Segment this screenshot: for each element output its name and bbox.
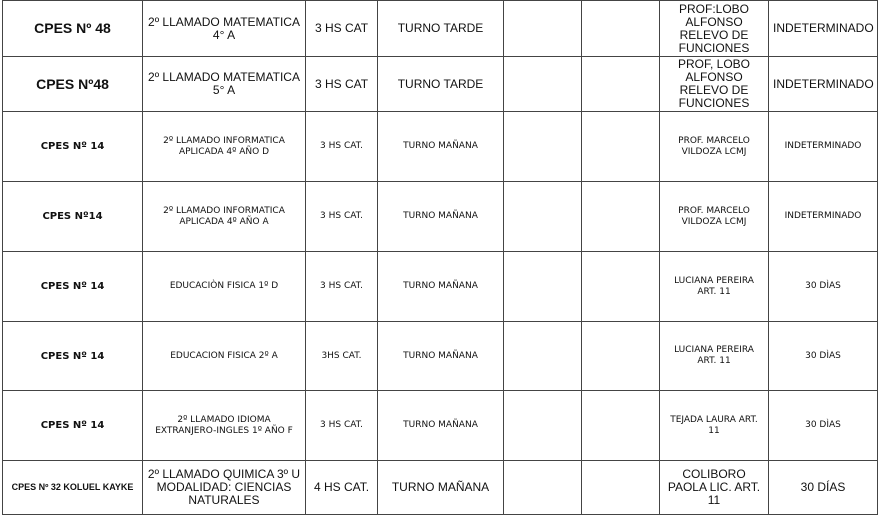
school-cell: CPES Nº 48 [3,1,143,57]
teacher-cell: PROF. MARCELO VILDOZA LCMJ [660,112,769,182]
shift-cell: TURNO TARDE [378,1,504,57]
empty-cell [582,252,660,322]
empty-cell [504,391,582,461]
subject-cell: 2º LLAMADO INFORMATICA APLICADA 4º AÑO A [143,182,306,252]
duration-cell: INDETERMINADO [769,112,878,182]
teacher-cell: PROF, LOBO ALFONSO RELEVO DE FUNCIONES [660,57,769,112]
empty-cell [582,391,660,461]
hours-cell: 3 HS CAT [306,1,378,57]
school-cell: CPES Nº 14 [3,252,143,322]
school-cell: CPES Nº48 [3,57,143,112]
subject-cell: EDUCACIÒN FISICA 1º D [143,252,306,322]
empty-cell [504,112,582,182]
duration-cell: INDETERMINADO [769,57,878,112]
school-cell: CPES Nº 32 KOLUEL KAYKE [3,461,143,515]
empty-cell [504,57,582,112]
subject-cell: 2º LLAMADO MATEMATICA 4° A [143,1,306,57]
duration-cell: 30 DÌAS [769,322,878,391]
shift-cell: TURNO MAÑANA [378,322,504,391]
shift-cell: TURNO TARDE [378,57,504,112]
subject-cell: 2º LLAMADO MATEMATICA 5° A [143,57,306,112]
duration-cell: 30 DÍAS [769,461,878,515]
school-cell: CPES Nº 14 [3,322,143,391]
duration-cell: 30 DÌAS [769,252,878,322]
school-cell: CPES Nº14 [3,182,143,252]
hours-cell: 3 HS CAT. [306,252,378,322]
shift-cell: TURNO MAÑANA [378,182,504,252]
subject-cell: 2º LLAMADO IDIOMA EXTRANJERO-INGLES 1º AÑO F [143,391,306,461]
table-row [3,322,878,391]
empty-cell [582,182,660,252]
subject-cell: 2º LLAMADO INFORMATICA APLICADA 4º AÑO D [143,112,306,182]
table-row [3,112,878,182]
empty-cell [582,112,660,182]
empty-cell [504,182,582,252]
table-row [3,252,878,322]
shift-cell: TURNO MAÑANA [378,391,504,461]
table-row [3,1,878,57]
hours-cell: 3 HS CAT. [306,391,378,461]
empty-cell [582,57,660,112]
shift-cell: TURNO MAÑANA [378,252,504,322]
school-cell: CPES Nº 14 [3,112,143,182]
empty-cell [504,322,582,391]
shift-cell: TURNO MAÑANA [378,461,504,515]
duration-cell: INDETERMINADO [769,182,878,252]
teacher-cell: PROF:LOBO ALFONSO RELEVO DE FUNCIONES [660,1,769,57]
subject-cell: 2º LLAMADO QUIMICA 3º U MODALIDAD: CIENCIAS NATURALES [143,461,306,515]
table-row [3,182,878,252]
hours-cell: 3 HS CAT. [306,182,378,252]
hours-cell: 4 HS CAT. [306,461,378,515]
empty-cell [504,461,582,515]
table-row [3,57,878,112]
shift-cell: TURNO MAÑANA [378,112,504,182]
empty-cell [582,322,660,391]
teacher-cell: LUCIANA PEREIRA ART. 11 [660,322,769,391]
school-cell: CPES Nº 14 [3,391,143,461]
table-row [3,461,878,515]
teacher-cell: COLIBORO PAOLA LIC. ART. 11 [660,461,769,515]
teacher-cell: LUCIANA PEREIRA ART. 11 [660,252,769,322]
table-row [3,391,878,461]
teacher-cell: TEJADA LAURA ART. 11 [660,391,769,461]
empty-cell [504,1,582,57]
empty-cell [582,1,660,57]
subject-cell: EDUCACION FISICA 2º A [143,322,306,391]
empty-cell [582,461,660,515]
hours-cell: 3 HS CAT. [306,112,378,182]
hours-cell: 3 HS CAT [306,57,378,112]
empty-cell [504,252,582,322]
teacher-cell: PROF. MARCELO VILDOZA LCMJ [660,182,769,252]
hours-cell: 3HS CAT. [306,322,378,391]
vacancy-table [2,0,878,515]
duration-cell: INDETERMINADO [769,1,878,57]
duration-cell: 30 DÌAS [769,391,878,461]
